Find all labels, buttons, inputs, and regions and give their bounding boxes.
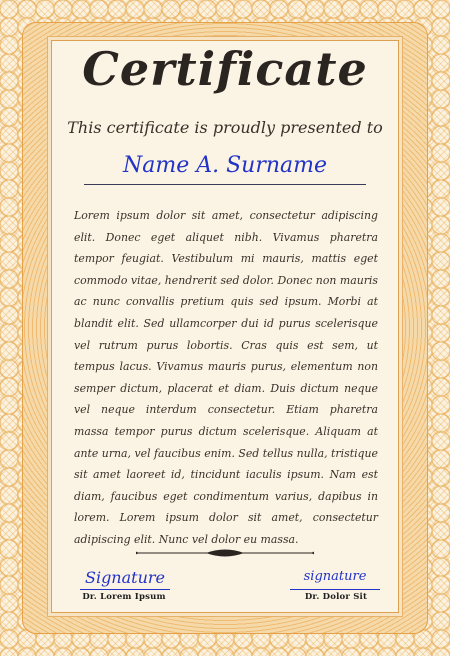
recipient-name: Name A. Surname [122,153,328,178]
signer-name-left: Dr. Lorem Ipsum [82,592,166,602]
certificate-body-text: Lorem ipsum dolor sit amet, consectetur adipiscing elit. Donec eget aliquet nibh. Vivamus pharetra tempor feugiat. Vestibulum mi mauris, mattis eget commodo vitae, hendrerit sed dolor. Donec non mauris ac nunc convallis pretium quis sed ipsum. Morbi at blandit elit. Sed ullamcorper dui id purus scelerisque vel rutrum purus lobortis. Cras quis est sem, ut tempus lacus. Vivamus mauris purus, elementum non semper dictum, placerat et diam. Duis dictum neque vel neque interdum consectetur. Etiam pharetra massa tempor purus dictum scelerisque. Aliquam at ante urna, vel faucibus enim. Sed tellus nulla, tristique sit amet laoreet id, tincidunt iaculis ipsum. Nam est diam, faucibus eget condimentum varius, dapibus in lorem. Lorem ipsum dolor sit amet, consectetur adipiscing elit. Nunc vel dolor eu massa. [74,209,378,546]
signature-left: Signature [84,568,165,587]
signature-line-right [290,589,380,590]
signature-right: signature [303,569,367,584]
signature-line-left [80,589,170,590]
certificate-subtitle: This certificate is proudly presented to [67,118,383,137]
ornamental-divider [136,546,314,560]
recipient-underline [84,184,366,185]
certificate-title: Certificate [82,42,368,96]
signer-name-right: Dr. Dolor Sit [304,592,368,602]
